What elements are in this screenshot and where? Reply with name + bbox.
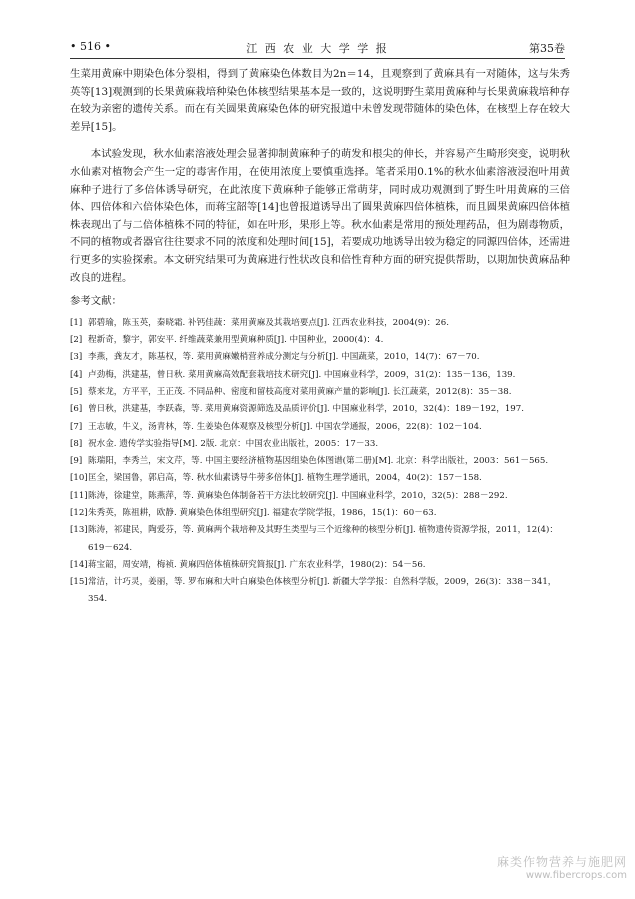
reference-number: [4] (70, 369, 83, 380)
volume-label: 第35卷 (529, 42, 565, 55)
reference-list (70, 315, 570, 609)
reference-item (70, 436, 570, 453)
reference-number: [11] (70, 490, 88, 501)
reference-text: 常洁，计巧灵，姜丽，等. 罗布麻和大叶白麻染色体核型分析[J]. 新疆大学学报：自然科学版，2009，26(3)：338－341，354. (88, 577, 557, 605)
reference-text: 郭碧瑜，陈玉英，秦晓霜. 补钙佳蔬：菜用黄麻及其栽培要点[J]. 江西农业科技，2004(9)：26. (88, 317, 449, 328)
watermark-url: www.fibercrops.com (525, 870, 627, 881)
reference-text: 李燕，龚友才，陈基权，等. 菜用黄麻嫩梢营养成分测定与分析[J]. 中国蔬菜，2010，14(7)：67－70. (88, 352, 480, 363)
reference-item (70, 505, 570, 522)
reference-text: 匡全，梁国鲁，郭启高，等. 秋水仙素诱导牛蒡多倍体[J]. 植物生理学通讯，2004，40(2)：157－158. (88, 473, 482, 484)
reference-item (70, 574, 570, 609)
references-heading: 参考文献： (70, 295, 122, 308)
reference-text: 陈涛，徐建堂，陈燕萍，等. 黄麻染色体制备若干方法比较研究[J]. 中国麻业科学，2010，32(5)：288－292. (88, 490, 508, 501)
reference-text: 卢劲梅，洪建基，曾日秋. 菜用黄麻高效配套栽培技术研究[J]. 中国麻业科学，2009，31(2)：135－136，139. (88, 369, 516, 380)
reference-item (70, 488, 570, 505)
reference-text: 陈涛，祁建民，陶爱芬，等. 黄麻两个栽培种及其野生类型与三个近缘种的核型分析[J]. 植物遗传资源学报，2011，12(4)：619－624. (88, 525, 558, 553)
page-header (70, 36, 565, 59)
reference-text: 朱秀英，陈祖耕，欧静. 黄麻染色体组型研究[J]. 福建农学院学报，1986，15(1)：60－63. (88, 507, 437, 518)
reference-item (70, 315, 570, 332)
reference-number: [9] (70, 456, 83, 467)
reference-number: [12] (70, 507, 88, 518)
reference-item (70, 557, 570, 574)
site-watermark (497, 853, 627, 881)
article-body (70, 66, 570, 609)
reference-number: [6] (70, 404, 83, 415)
reference-number: [3] (70, 352, 83, 363)
reference-number: [7] (70, 421, 83, 432)
journal-title: 江 西 农 业 大 学 学 报 (246, 42, 389, 55)
reference-text: 曾日秋，洪建基，李跃森，等. 菜用黄麻资源筛选及品质评价[J]. 中国麻业科学，2010，32(4)：189－192，197. (88, 404, 524, 415)
reference-item (70, 384, 570, 401)
reference-text: 王志敏，牛义，汤青林，等. 生姜染色体观察及核型分析[J]. 中国农学通报，2006，22(8)：102－104. (88, 421, 482, 432)
reference-number: [10] (70, 473, 88, 484)
page-number: • 516 • (70, 40, 111, 53)
reference-text: 陈瑞阳，李秀兰，宋文芹，等. 中国主要经济植物基因组染色体图谱(第二册)[M]. 北京：科学出版社，2003：561－565. (88, 456, 549, 467)
reference-number: [2] (70, 335, 83, 346)
reference-number: [8] (70, 438, 83, 449)
reference-item (70, 453, 570, 470)
reference-text: 蒋宝韶，周安靖，梅祯. 黄麻四倍体植株研究简报[J]. 广东农业科学，1980(2)：54－56. (88, 559, 426, 570)
body-paragraph: 生菜用黄麻中期染色体分裂相，得到了黄麻染色体数目为2n＝14，且观察到了黄麻具有一对随体，这与朱秀英等[13]观测到的长果黄麻栽培种染色体核型结果基本是一致的，这说明野生菜用黄麻种与长果黄麻栽培种存在较为亲密的遗传关系。而在有关圆果黄麻染色体的研究报道中未曾发现带随体的染色体，在核型上存在较大差异[15]。 (70, 68, 570, 133)
watermark-site-name: 麻类作物营养与施肥网 (496, 855, 627, 869)
reference-item (70, 401, 570, 418)
reference-item (70, 470, 570, 487)
reference-text: 祝水金. 遗传学实验指导[M]. 2版. 北京：中国农业出版社，2005：17－33. (88, 438, 379, 449)
reference-number: [14] (70, 559, 88, 570)
reference-text: 程新奇，黎宇，郭安平. 纤维蔬菜兼用型黄麻种质[J]. 中国种业，2000(4)：4. (88, 335, 384, 346)
body-paragraph: 本试验发现，秋水仙素溶液处理会显著抑制黄麻种子的萌发和根尖的伸长，并容易产生畸形突变，说明秋水仙素对植物会产生一定的毒害作用，在使用浓度上要慎重选择。笔者采用0.1%的秋水仙素溶液浸泡叶用黄麻种子进行了多倍体诱导研究，在此浓度下黄麻种子能够正常萌芽，同时成功观测到了野生叶用黄麻的三倍体、四倍体和六倍体染色体，而蒋宝韶等[14]也曾报道诱导出了圆果黄麻四倍体植株，而且圆果黄麻四倍体植株表现出了与二倍体植株不同的特征，如在叶形，果形上等。秋水仙素是常用的预处理药品，但为剧毒物质，不同的植物或者器官往往要求不同的浓度和处理时间[15]，若要成功地诱导出较为稳定的同源四倍体，还需进行更多的实验探索。本文研究结果可为黄麻进行性状改良和倍性育种方面的研究提供帮助，以期加快黄麻品种改良的进程。 (70, 148, 570, 284)
reference-item (70, 349, 570, 366)
reference-number: [15] (70, 577, 88, 588)
reference-number: [5] (70, 386, 83, 397)
reference-item (70, 522, 570, 557)
reference-text: 蔡来龙，方平平，王正茂. 不同品种、密度和留枝高度对菜用黄麻产量的影响[J]. 长江蔬菜，2012(8)：35－38. (88, 386, 512, 397)
reference-number: [1] (70, 317, 83, 328)
reference-item (70, 332, 570, 349)
reference-item (70, 367, 570, 384)
reference-number: [13] (70, 525, 88, 536)
reference-item (70, 419, 570, 436)
